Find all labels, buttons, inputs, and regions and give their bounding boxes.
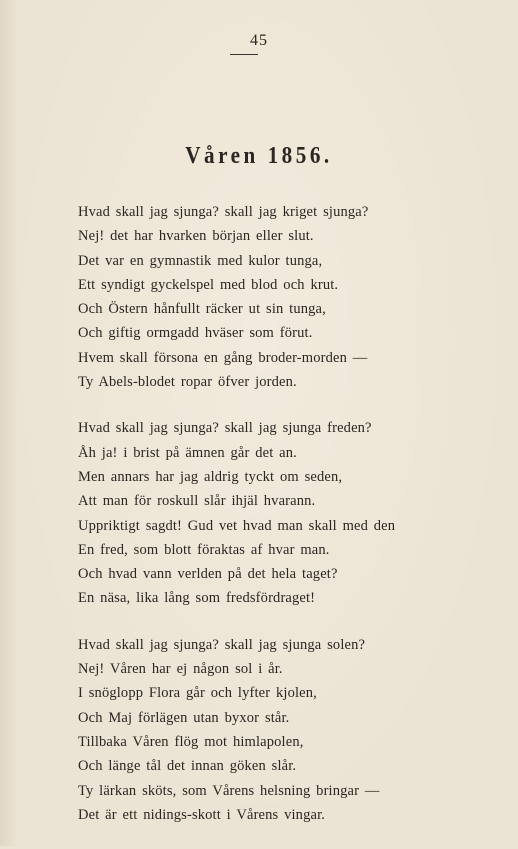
verse-line: Det är ett nidings-skott i Vårens vingar. <box>78 806 326 823</box>
stanza-3 <box>78 633 508 827</box>
verse-line: Hvad skall jag sjunga? skall jag kriget sjunga? <box>78 204 369 220</box>
stanza-1 <box>78 200 508 394</box>
verse-line: Men annars har jag aldrig tyckt om seden, <box>78 468 343 485</box>
verse-line: Ty lärkan sköts, som Vårens helsning bringar — <box>78 782 380 799</box>
poem-body <box>78 200 508 849</box>
verse-line: Det var en gymnastik med kulor tunga, <box>78 252 323 269</box>
verse-line: Hvad skall jag sjunga? skall jag sjunga solen? <box>78 636 366 653</box>
verse-line: Nej! Våren har ej någon sol i år. <box>78 661 283 678</box>
verse-line: En näsa, lika lång som fredsfördraget! <box>78 590 316 607</box>
page-number-underline <box>230 54 258 55</box>
verse-line: Uppriktigt sagdt! Gud vet hvad man skall med den <box>78 517 396 534</box>
verse-line: Hvem skall försona en gång broder-morden — <box>78 349 368 366</box>
verse-line: Och giftig ormgadd hväser som förut. <box>78 325 313 342</box>
page-number: 45 <box>250 32 268 49</box>
verse-line: Och hvad vann verlden på det hela taget? <box>78 566 338 583</box>
verse-line: Ett syndigt gyckelspel med blod och krut. <box>78 276 339 293</box>
verse-line: Och Maj förlägen utan byxor står. <box>78 709 290 726</box>
poem-title: Våren 1856. <box>185 143 333 169</box>
verse-line: Hvad skall jag sjunga? skall jag sjunga freden? <box>78 420 372 437</box>
verse-line: Åh ja! i brist på ämnen går det an. <box>78 444 297 461</box>
verse-line: Tillbaka Våren flög mot himlapolen, <box>78 733 304 750</box>
verse-line: Och Östern hånfullt räcker ut sin tunga, <box>78 301 326 318</box>
verse-line: Ty Abels-blodet ropar öfver jorden. <box>78 374 297 391</box>
verse-line: Och länge tål det innan göken slår. <box>78 758 297 775</box>
verse-line: En fred, som blott föraktas af hvar man. <box>78 541 330 558</box>
verse-line: Nej! det har hvarken början eller slut. <box>78 228 314 245</box>
stanza-2 <box>78 416 508 610</box>
verse-line: I snöglopp Flora går och lyfter kjolen, <box>78 685 317 702</box>
verse-line: Att man för roskull slår ihjäl hvarann. <box>78 493 316 510</box>
